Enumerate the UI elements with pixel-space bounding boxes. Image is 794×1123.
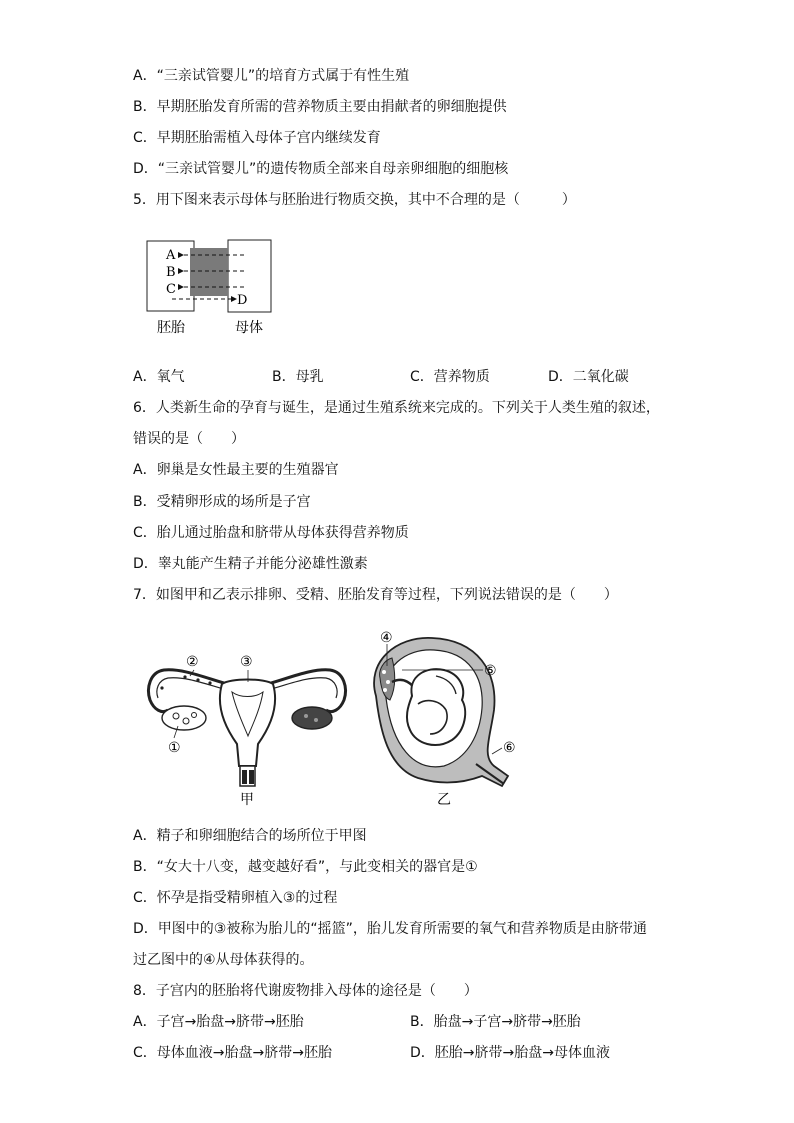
figure-yi-fetus-in-uterus	[356, 626, 536, 810]
caption-jia: 甲	[240, 792, 254, 808]
q7-option-a: A．精子和卵细胞结合的场所位于甲图	[133, 828, 367, 844]
q4-option-c: C．早期胚胎需植入母体子宫内继续发育	[133, 130, 381, 146]
q5-stem: 5．用下图来表示母体与胚胎进行物质交换，其中不合理的是（ ）	[133, 192, 576, 208]
ovary-right	[292, 707, 332, 729]
q4-option-a: A．“三亲试管婴儿”的培育方式属于有性生殖	[133, 68, 410, 84]
marker-4: ④	[380, 630, 393, 646]
q7-option-d-line1: D．甲图中的③被称为胎儿的“摇篮”，胎儿发育所需要的氧气和营养物质是由脐带通	[133, 921, 647, 937]
label-b: B	[166, 265, 176, 280]
caption-mother: 母体	[235, 320, 263, 336]
marker-5: ⑤	[484, 663, 497, 679]
q8-option-b: B．胎盘→子宫→脐带→胚胎	[410, 1014, 581, 1030]
q5-option-d: D．二氧化碳	[548, 369, 629, 385]
ovary-left	[162, 706, 206, 730]
q8-option-a: A．子宫→胎盘→脐带→胚胎	[133, 1014, 304, 1030]
mother-box	[228, 240, 271, 312]
marker-6: ⑥	[503, 740, 516, 756]
label-c: C	[166, 282, 176, 297]
q4-option-d: D．“三亲试管婴儿”的遗传物质全部来自母亲卵细胞的细胞核	[133, 161, 509, 177]
q5-exchange-diagram	[140, 234, 290, 344]
q5-option-b: B．母乳	[272, 369, 324, 385]
caption-embryo: 胚胎	[157, 320, 185, 336]
q8-option-c: C．母体血液→胎盘→脐带→胚胎	[133, 1045, 332, 1061]
q6-stem-line2: 错误的是（ ）	[133, 431, 245, 447]
q4-option-b: B．早期胚胎发育所需的营养物质主要由捐献者的卵细胞提供	[133, 99, 507, 115]
q6-option-a: A．卵巢是女性最主要的生殖器官	[133, 462, 339, 478]
label-d: D	[237, 293, 248, 308]
q5-option-c: C．营养物质	[410, 369, 490, 385]
q7-option-d-line2: 过乙图中的④从母体获得的。	[133, 952, 314, 968]
figure-jia-reproductive-system	[140, 648, 355, 810]
q6-option-c: C．胎儿通过胎盘和脐带从母体获得营养物质	[133, 525, 409, 541]
q7-option-c: C．怀孕是指受精卵植入③的过程	[133, 890, 338, 906]
uterus	[220, 680, 275, 767]
q6-option-b: B．受精卵形成的场所是子宫	[133, 494, 311, 510]
q8-option-d: D．胚胎→脐带→胎盘→母体血液	[410, 1045, 610, 1061]
q6-option-d: D．睾丸能产生精子并能分泌雄性激素	[133, 556, 368, 572]
q5-option-a: A．氧气	[133, 369, 185, 385]
caption-yi: 乙	[437, 792, 451, 808]
q7-option-b: B．“女大十八变，越变越好看”，与此变相关的器官是①	[133, 859, 478, 875]
q6-stem-line1: 6．人类新生命的孕育与诞生，是通过生殖系统来完成的。下列关于人类生殖的叙述，	[133, 400, 660, 416]
marker-2: ②	[186, 654, 199, 670]
marker-1: ①	[168, 740, 181, 756]
q8-stem: 8．子宫内的胚胎将代谢废物排入母体的途径是（ ）	[133, 983, 478, 999]
marker-3: ③	[240, 654, 253, 670]
q7-stem: 7．如图甲和乙表示排卵、受精、胚胎发育等过程，下列说法错误的是（ ）	[133, 587, 618, 603]
label-a: A	[166, 248, 176, 263]
